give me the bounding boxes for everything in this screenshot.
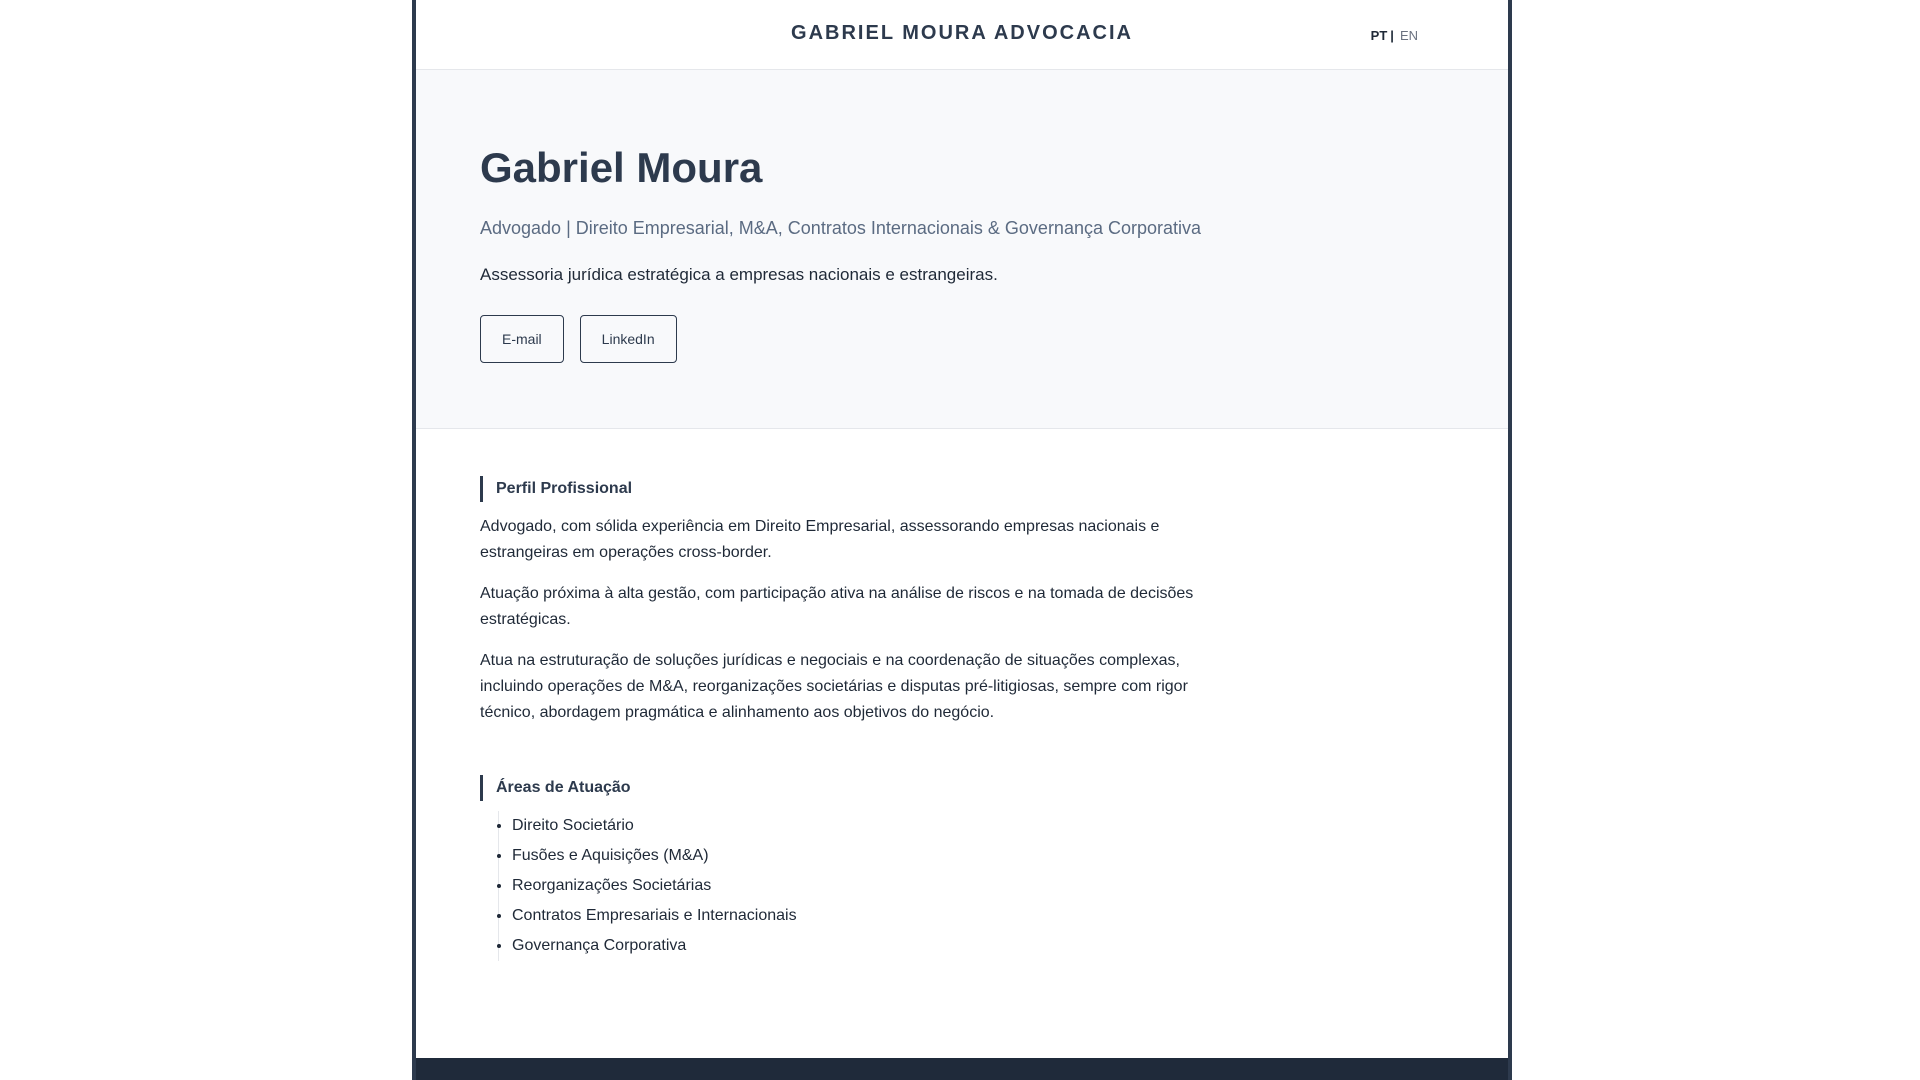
hero-tagline: Assessoria jurídica estratégica a empresas nacionais e estrangeiras. [480,265,998,284]
site-footer [416,1058,1508,1080]
area-item: • Fusões e Aquisições (M&A) [512,841,1220,871]
site-header [416,0,1508,70]
lang-separator: | [1390,28,1394,43]
area-item: • Governança Corporativa [512,931,1220,961]
lang-pt-link[interactable]: PT [1370,28,1388,43]
profile-section [480,476,1220,726]
hero-section [416,70,1508,429]
page [416,0,1508,1080]
profile-paragraph: Atuação próxima à alta gestão, com participação ativa na análise de riscos e na tomada de decisões estratégicas. [480,585,1194,628]
areas-list [498,811,1220,961]
hero-buttons [480,315,1380,363]
hero-content [480,140,1380,363]
site-brand[interactable]: GABRIEL MOURA ADVOCACIA [791,22,1133,44]
language-switcher [1371,28,1418,43]
hero-subtitle: Advogado | Direito Empresarial, M&A, Contratos Internacionais & Governança Corporativa [480,218,1202,238]
hero-name: Gabriel Moura [480,144,763,191]
email-button[interactable]: E-mail [480,315,564,363]
area-item: • Direito Societário [512,811,1220,841]
main-content [416,429,1508,961]
areas-title: Áreas de Atuação [480,775,1220,801]
linkedin-button[interactable]: LinkedIn [580,315,677,363]
areas-section [480,775,1220,961]
area-item: • Contratos Empresariais e Internacionais [512,901,1220,931]
lang-en-link[interactable]: EN [1399,28,1418,43]
profile-paragraph: Advogado, com sólida experiência em Direito Empresarial, assessorando empresas nacionais e estrangeiras em operações cross-border. [480,518,1160,561]
profile-paragraph: Atua na estruturação de soluções jurídicas e negociais e na coordenação de situações complexas, incluindo operações de M&A, reorganizações societárias e disputas pré-litigiosas, sempre com rigor técnico, abordagem pragmática e alinhamento aos objetivos do negócio. [480,652,1188,721]
area-item: • Reorganizações Societárias [512,871,1220,901]
profile-title: Perfil Profissional [480,476,1220,502]
